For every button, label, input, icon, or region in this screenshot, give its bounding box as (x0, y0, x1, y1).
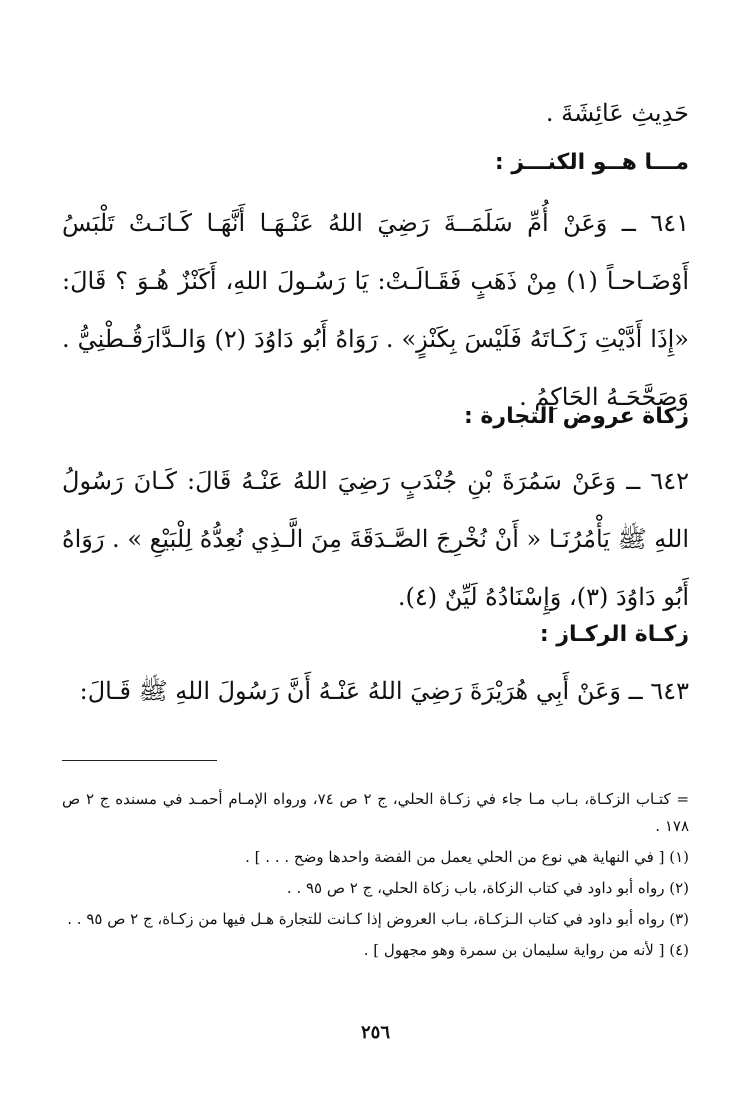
footnote-2: (٢) رواه أبو داود في كتاب الزكاة، باب زكاة الحلي، ج ٢ ص ٩٥ . . (286, 879, 689, 897)
page-number: ٢٥٦ (360, 1022, 390, 1043)
book-page (62, 0, 689, 1104)
footnote-divider (62, 760, 217, 761)
hadith-643: ٦٤٣ ــ وَعَنْ أَبِي هُرَيْرَةَ رَضِيَ اللهُ عَنْـهُ أَنَّ رَسُولَ اللهِ ﷺ قَـالَ: (79, 677, 689, 705)
section-heading-rikaz: زكـاة الركـاز : (539, 622, 689, 647)
section-heading-trade-goods: زكاة عروض التجارة : (463, 404, 689, 429)
footnote-1: (١) [ في النهاية هي نوع من الحلي يعمل من الفضة واحدها وضح . . . ] . (245, 848, 689, 866)
footnote-3: (٣) رواه أبو داود في كتاب الـزكـاة، بـاب العروض إذا كـانت للتجارة هـل فيها من زكـاة، ج ٢ ص ٩٥ . . (67, 910, 689, 928)
footnote-continued: = كتـاب الزكـاة، بـاب مـا جاء في زكـاة الحلي، ج ٢ ص ٧٤، ورواه الإمـام أحمـد في مسنده ج ٢ ص ١٧٨ . (62, 790, 690, 835)
footnotes (62, 786, 689, 968)
footnote-4: (٤) [ لأنه من رواية سليمان بن سمرة وهو مجهول ] . (363, 941, 689, 959)
intro-line: حَدِيثِ عَائِشَةَ . (545, 99, 689, 127)
hadith-642: ٦٤٢ ــ وَعَنْ سَمُرَةَ بْنِ جُنْدَبٍ رَضِيَ اللهُ عَنْـهُ قَالَ: كَـانَ رَسُولُ اللهِ ﷺ يَأْمُرُنَـا « أَنْ نُخْرِجَ الصَّـدَقَةَ مِنَ الَّـذِي نُعِدُّهُ لِلْبَيْعِ » . رَوَاهُ أَبُو دَاوُدَ (٣)، وَإِسْنَادُهُ لَيِّنٌ (٤). (62, 467, 689, 611)
hadith-641: ٦٤١ ــ وَعَنْ أُمِّ سَلَمَــةَ رَضِيَ اللهُ عَنْـهَـا أَنَّهَـا كَـانَـتْ تَلْبَسُ أَوْضَـاحـاً (١) مِنْ ذَهَبٍ فَقَـالَـتْ: يَا رَسُـولَ اللهِ، أَكَنْزٌ هُـوَ ؟ قَالَ: «إِذَا أَدَّيْتِ زَكَـاتَهُ فَلَيْسَ بِكَنْزٍ» . رَوَاهُ أَبُو دَاوُدَ (٢) وَالـدَّارَقُـطْنِيُّ . وَصَحَّحَـهُ الحَاكِمُ . (62, 209, 690, 411)
section-heading-kanz: مـــا هــو الكنـــز : (494, 150, 689, 175)
